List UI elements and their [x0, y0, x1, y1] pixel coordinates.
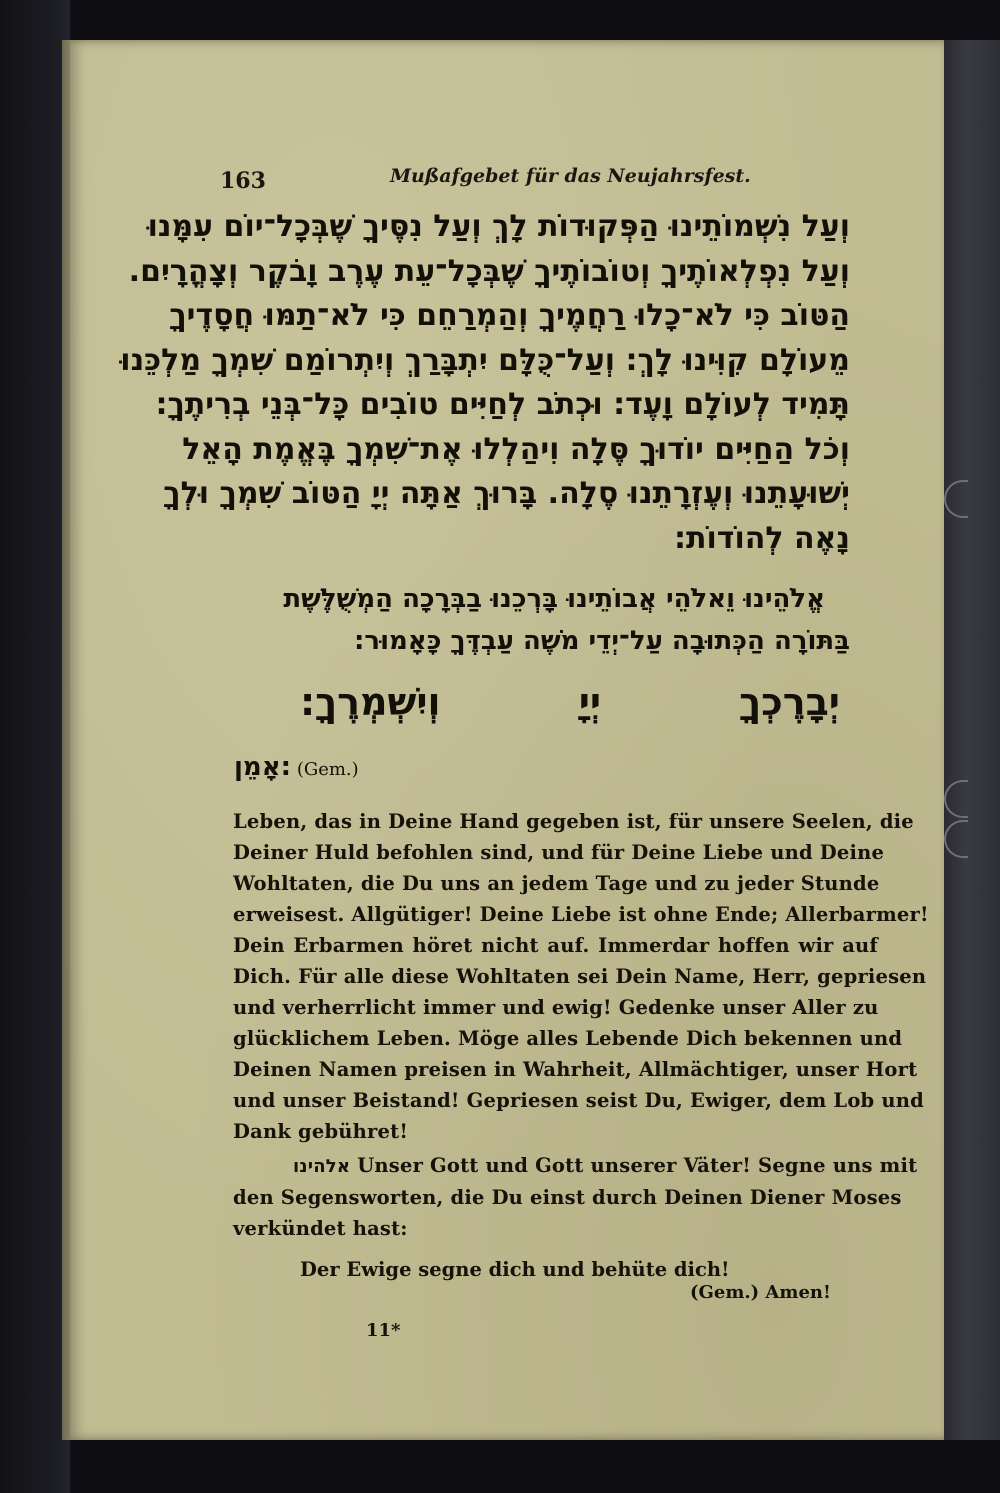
hebrew-main-text — [120, 205, 850, 561]
clip-mark — [944, 820, 968, 858]
page-number: 163 — [220, 168, 266, 194]
hebrew-cue: אלהינו — [293, 1156, 351, 1177]
priestly-blessing — [300, 680, 840, 724]
german-line: Dein Erbarmen höret nicht auf. Immerdar hoffen wir auf — [233, 934, 878, 957]
hebrew-line: וְעַל נִשְׁמוֹתֵינוּ הַפְּקוּדוֹת לָךְ וְעַל נִסֶּיךָ שֶׁבְּכָל־יוֹם עִמָּנוּ — [147, 209, 850, 244]
german-line: Leben, das in Deine Hand gegeben ist, für unsere Seelen, die — [233, 810, 914, 833]
book-spine-right — [944, 40, 1000, 1440]
german-benediction: Der Ewige segne dich und behüte dich! — [300, 1258, 730, 1281]
hebrew-line: וְעַל נִפְלְאוֹתֶיךָ וְטוֹבוֹתֶיךָ שֶׁבְּכָל־עֵת עֶרֶב וָבֹקֶר וְצָהֳרָיִם. — [128, 253, 850, 289]
german-line — [233, 1150, 918, 1182]
german-line: Wohltaten, die Du uns an jedem Tage und zu jeder Stunde — [233, 872, 880, 895]
german-line: Dank gebühret! — [233, 1120, 409, 1143]
hebrew-line: אֱלֹהֵינוּ וֵאלֹהֵי אֲבוֹתֵינוּ בָּרְכֵנוּ בַבְּרָכָה הַמְשֻׁלֶּשֶׁת — [283, 584, 825, 614]
hebrew-line: בַּתּוֹרָה הַכְּתוּבָה עַל־יְדֵי מֹשֶׁה עַבְדֶּךָ כָּאָמוּר: — [354, 626, 850, 656]
hebrew-line: וְכֹל הַחַיִּים יוֹדוּךָ סֶּלָה וִיהַלְלוּ אֶת־שִׁמְךָ בֶּאֱמֶת הָאֵל — [182, 431, 850, 467]
signature-mark: 11* — [366, 1320, 401, 1341]
congregation-response-hebrew — [234, 752, 359, 782]
german-line: Deinen Namen preisen in Wahrheit, Allmächtiger, unser Hort — [233, 1058, 918, 1081]
german-line: verkündet hast: — [233, 1217, 408, 1240]
german-line: Dich. Für alle diese Wohltaten sei Dein Name, Herr, gepriesen — [233, 965, 927, 988]
priestly-word: יְיָ — [578, 680, 602, 724]
german-response: (Gem.) Amen! — [690, 1282, 831, 1303]
german-line: erweisest. Allgütiger! Deine Liebe ist ohne Ende; Allerbarmer! — [233, 903, 929, 926]
german-line: glücklichem Leben. Möge alles Lebende Dich bekennen und — [233, 1027, 903, 1050]
german-line: den Segensworten, die Du einst durch Deinen Diener Moses — [233, 1186, 902, 1209]
book-cover-left — [0, 0, 70, 1493]
running-title: Mußafgebet für das Neujahrsfest. — [390, 165, 751, 187]
german-line: und unser Beistand! Gepriesen seist Du, Ewiger, dem Lob und — [233, 1089, 924, 1112]
hebrew-line: מֵעוֹלָם קִוִּינוּ לָךְ: וְעַל־כֻּלָּם יִתְבָּרַךְ וְיִתְרוֹמַם שִׁמְךָ מַלְכֵּנוּ — [120, 342, 850, 378]
amen-hebrew: אָמֵן: — [234, 752, 292, 782]
german-text: Unser Gott und Gott unserer Väter! Segne uns mit — [357, 1154, 918, 1177]
german-line: und verherrlicht immer und ewig! Gedenke unser Aller zu — [233, 996, 879, 1019]
congregation-label: (Gem.) — [296, 759, 359, 780]
clip-mark — [944, 480, 968, 518]
hebrew-line: יְשׁוּעָתֵנוּ וְעֶזְרָתֵנוּ סֶלָה. בָּרוּךְ אַתָּה יְיָ הַטּוֹב שִׁמְךָ וּלְךָ — [163, 476, 850, 511]
clip-mark — [944, 780, 968, 818]
hebrew-line: נָאֶה לְהוֹדוֹת: — [674, 520, 850, 556]
german-blessing-paragraph — [233, 1150, 918, 1244]
hebrew-line: הַטּוֹב כִּי לֹא־כָלוּ רַחֲמֶיךָ וְהַמְרַחֵם כִּי לֹא־תַמּוּ חֲסָדֶיךָ — [169, 298, 850, 333]
hebrew-blessing-intro — [230, 578, 850, 662]
hebrew-line: תָּמִיד לְעוֹלָם וָעֶד: וּכְתֹב לְחַיִּים טוֹבִים כָּל־בְּנֵי בְרִיתֶךָ: — [155, 387, 850, 422]
german-translation-paragraph — [233, 806, 929, 1147]
priestly-word: יְבָרֶכְךָ — [739, 680, 840, 724]
priestly-word: וְיִשְׁמְרֶךָ: — [300, 680, 441, 724]
german-line: Deiner Huld befohlen sind, und für Deine Liebe und Deine — [233, 841, 885, 864]
